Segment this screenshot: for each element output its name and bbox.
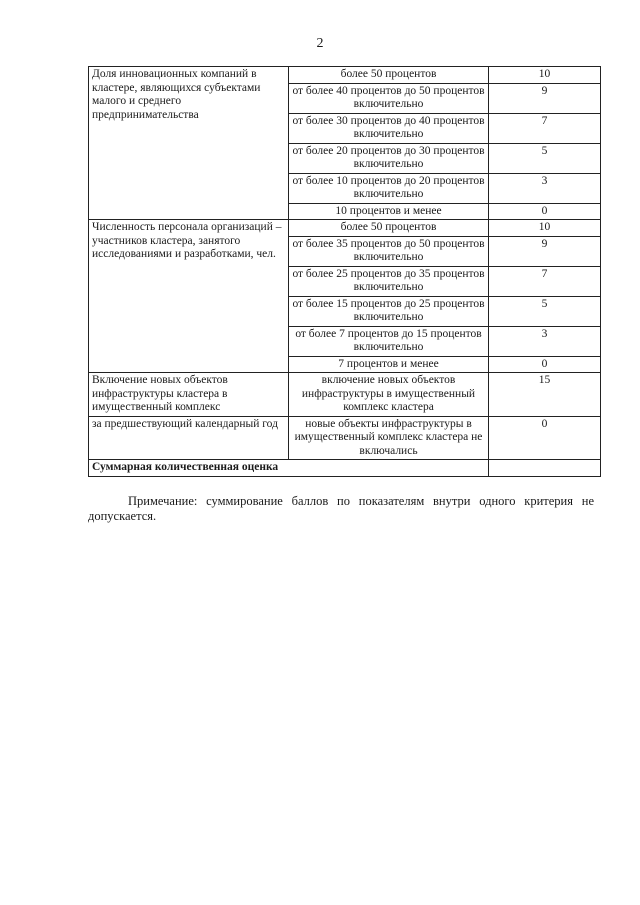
table-row — [89, 220, 601, 237]
range-cell: 10 процентов и менее — [289, 203, 489, 220]
total-value — [489, 460, 601, 477]
score-cell: 9 — [489, 83, 601, 113]
table-row — [89, 373, 601, 417]
criterion-cell: Численность персонала организаций – участников кластера, занятого исследованиями и разработками, чел. — [89, 220, 289, 373]
range-cell: от более 30 процентов до 40 процентов включительно — [289, 113, 489, 143]
total-row — [89, 460, 601, 477]
page-number: 2 — [316, 36, 324, 51]
score-cell: 3 — [489, 173, 601, 203]
score-cell: 10 — [489, 67, 601, 84]
range-cell: от более 20 процентов до 30 процентов включительно — [289, 143, 489, 173]
score-cell: 7 — [489, 113, 601, 143]
score-cell: 0 — [489, 416, 601, 460]
range-cell: от более 35 процентов до 50 процентов включительно — [289, 236, 489, 266]
criterion-cell: за предшествующий календарный год — [89, 416, 289, 460]
score-cell: 7 — [489, 266, 601, 296]
range-cell: включение новых объектов инфраструктуры в имущественный комплекс кластера — [289, 373, 489, 417]
score-cell: 0 — [489, 356, 601, 373]
table-row — [89, 416, 601, 460]
table-row — [89, 67, 601, 84]
criterion-cell: Доля инновационных компаний в кластере, являющихся субъектами малого и среднего предпринимательства — [89, 67, 289, 220]
criteria-table — [88, 66, 601, 477]
score-cell: 9 — [489, 236, 601, 266]
range-cell: 7 процентов и менее — [289, 356, 489, 373]
range-cell: от более 10 процентов до 20 процентов включительно — [289, 173, 489, 203]
range-cell: от более 15 процентов до 25 процентов включительно — [289, 296, 489, 326]
score-cell: 0 — [489, 203, 601, 220]
range-cell: новые объекты инфраструктуры в имущественный комплекс кластера не включались — [289, 416, 489, 460]
score-cell: 5 — [489, 143, 601, 173]
range-cell: от более 25 процентов до 35 процентов включительно — [289, 266, 489, 296]
criterion-cell: Включение новых объектов инфраструктуры кластера в имущественный комплекс — [89, 373, 289, 417]
range-cell: от более 7 процентов до 15 процентов включительно — [289, 326, 489, 356]
score-cell: 5 — [489, 296, 601, 326]
score-cell: 10 — [489, 220, 601, 237]
total-label: Суммарная количественная оценка — [89, 460, 489, 477]
range-cell: более 50 процентов — [289, 220, 489, 237]
range-cell: от более 40 процентов до 50 процентов включительно — [289, 83, 489, 113]
score-cell: 15 — [489, 373, 601, 417]
score-cell: 3 — [489, 326, 601, 356]
range-cell: более 50 процентов — [289, 67, 489, 84]
note-paragraph: Примечание: суммирование баллов по показателям внутри одного критерия не допускается. — [88, 494, 594, 523]
